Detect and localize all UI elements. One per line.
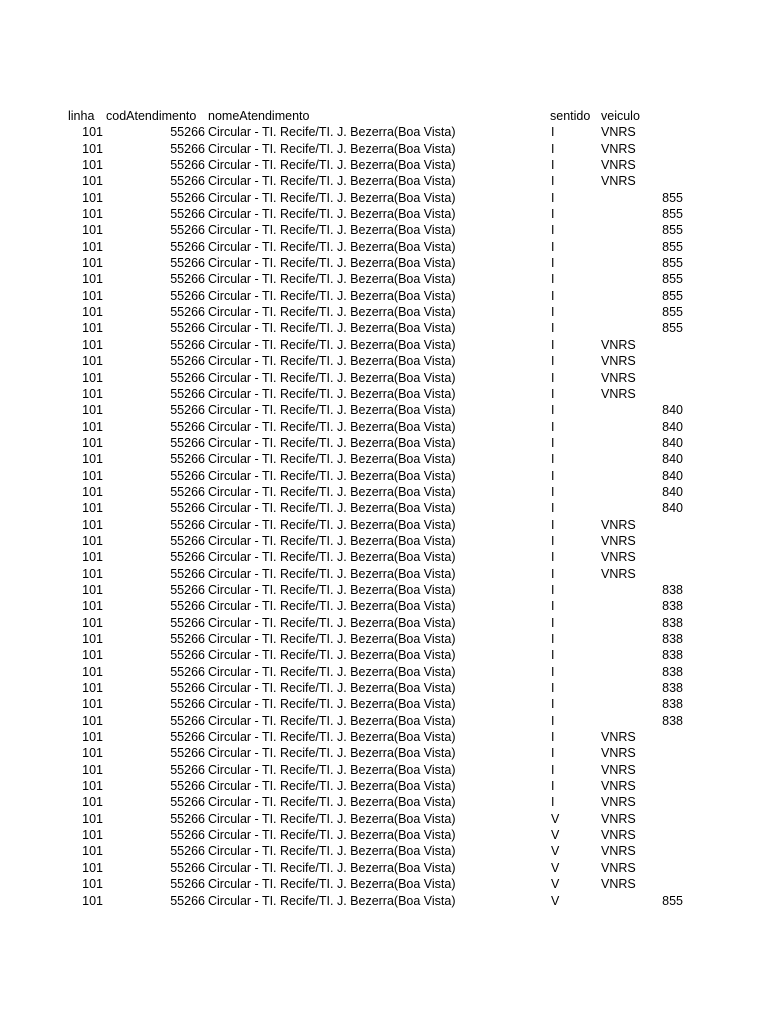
table-row — [0, 729, 768, 745]
cell-sentido: I — [551, 730, 555, 745]
cell-codatendimento: 55266 — [170, 615, 205, 630]
cell-nomeatendimento: Circular - TI. Recife/TI. J. Bezerra(Boa Vista) — [208, 288, 456, 303]
cell-nomeatendimento: Circular - TI. Recife/TI. J. Bezerra(Boa Vista) — [208, 877, 456, 892]
cell-nomeatendimento: Circular - TI. Recife/TI. J. Bezerra(Boa Vista) — [208, 730, 456, 745]
cell-linha: 101 — [82, 125, 103, 140]
table-body — [0, 124, 768, 909]
cell-codatendimento: 55266 — [170, 484, 205, 499]
cell-veiculo: VNRS — [601, 354, 636, 369]
table-row — [0, 876, 768, 892]
cell-linha: 101 — [82, 664, 103, 679]
cell-nomeatendimento: Circular - TI. Recife/TI. J. Bezerra(Boa Vista) — [208, 828, 456, 843]
cell-sentido: I — [551, 207, 555, 222]
table-row — [0, 778, 768, 794]
cell-linha: 101 — [82, 582, 103, 597]
cell-veiculo: 838 — [662, 664, 683, 679]
cell-linha: 101 — [82, 239, 103, 254]
cell-sentido: I — [551, 288, 555, 303]
cell-sentido: I — [551, 615, 555, 630]
cell-linha: 101 — [82, 844, 103, 859]
cell-veiculo: VNRS — [601, 533, 636, 548]
cell-sentido: I — [551, 321, 555, 336]
cell-nomeatendimento: Circular - TI. Recife/TI. J. Bezerra(Boa Vista) — [208, 664, 456, 679]
table-row — [0, 811, 768, 827]
cell-veiculo: VNRS — [601, 779, 636, 794]
table-row — [0, 893, 768, 909]
table-row — [0, 484, 768, 500]
cell-codatendimento: 55266 — [170, 256, 205, 271]
cell-nomeatendimento: Circular - TI. Recife/TI. J. Bezerra(Boa Vista) — [208, 272, 456, 287]
cell-sentido: V — [551, 893, 560, 908]
cell-codatendimento: 55266 — [170, 811, 205, 826]
cell-codatendimento: 55266 — [170, 337, 205, 352]
cell-sentido: I — [551, 239, 555, 254]
table-row — [0, 402, 768, 418]
cell-sentido: I — [551, 632, 555, 646]
cell-veiculo: 855 — [662, 190, 683, 205]
table-row — [0, 631, 768, 647]
table-row — [0, 271, 768, 287]
cell-linha: 101 — [82, 207, 103, 222]
cell-nomeatendimento: Circular - TI. Recife/TI. J. Bezerra(Boa Vista) — [208, 811, 456, 826]
cell-nomeatendimento: Circular - TI. Recife/TI. J. Bezerra(Boa Vista) — [208, 370, 456, 385]
cell-linha: 101 — [82, 158, 103, 173]
table-row — [0, 549, 768, 565]
cell-linha: 101 — [82, 190, 103, 205]
cell-codatendimento: 55266 — [170, 664, 205, 679]
cell-linha: 101 — [82, 484, 103, 499]
cell-linha: 101 — [82, 681, 103, 696]
cell-veiculo: 855 — [662, 272, 683, 287]
table-row — [0, 320, 768, 336]
table-row — [0, 745, 768, 761]
cell-linha: 101 — [82, 337, 103, 352]
cell-sentido: I — [551, 337, 555, 352]
cell-veiculo: 855 — [662, 256, 683, 271]
cell-codatendimento: 55266 — [170, 239, 205, 254]
cell-codatendimento: 55266 — [170, 599, 205, 614]
cell-nomeatendimento: Circular - TI. Recife/TI. J. Bezerra(Boa Vista) — [208, 681, 456, 696]
cell-linha: 101 — [82, 746, 103, 761]
cell-veiculo: 838 — [662, 681, 683, 696]
cell-sentido: I — [551, 190, 555, 205]
cell-codatendimento: 55266 — [170, 305, 205, 320]
cell-sentido: I — [551, 484, 555, 499]
cell-codatendimento: 55266 — [170, 272, 205, 287]
cell-sentido: V — [551, 877, 560, 892]
cell-nomeatendimento: Circular - TI. Recife/TI. J. Bezerra(Boa Vista) — [208, 632, 456, 646]
cell-veiculo: 840 — [662, 452, 683, 467]
cell-sentido: I — [551, 582, 555, 597]
cell-veiculo: 838 — [662, 713, 683, 728]
spreadsheet-table — [0, 108, 768, 909]
cell-linha: 101 — [82, 272, 103, 287]
cell-sentido: I — [551, 403, 555, 418]
table-row — [0, 680, 768, 696]
table-row — [0, 533, 768, 549]
table-row — [0, 353, 768, 369]
cell-codatendimento: 55266 — [170, 190, 205, 205]
cell-veiculo: VNRS — [601, 517, 636, 532]
cell-veiculo: VNRS — [601, 566, 636, 581]
cell-sentido: I — [551, 223, 555, 238]
cell-veiculo: VNRS — [601, 141, 636, 156]
table-row — [0, 288, 768, 304]
header-nomeatendimento: nomeAtendimento — [208, 109, 310, 123]
cell-sentido: I — [551, 599, 555, 614]
cell-veiculo: 855 — [662, 893, 683, 908]
cell-codatendimento: 55266 — [170, 697, 205, 712]
cell-codatendimento: 55266 — [170, 582, 205, 597]
cell-nomeatendimento: Circular - TI. Recife/TI. J. Bezerra(Boa Vista) — [208, 844, 456, 859]
cell-codatendimento: 55266 — [170, 713, 205, 728]
table-row — [0, 157, 768, 173]
cell-veiculo: VNRS — [601, 828, 636, 843]
table-row — [0, 860, 768, 876]
cell-veiculo: 840 — [662, 484, 683, 499]
table-row — [0, 843, 768, 859]
cell-sentido: I — [551, 533, 555, 548]
cell-nomeatendimento: Circular - TI. Recife/TI. J. Bezerra(Boa Vista) — [208, 337, 456, 352]
header-row — [0, 108, 768, 124]
cell-sentido: I — [551, 746, 555, 761]
table-row — [0, 517, 768, 533]
table-row — [0, 370, 768, 386]
cell-linha: 101 — [82, 403, 103, 418]
table-row — [0, 762, 768, 778]
cell-sentido: I — [551, 452, 555, 467]
table-row — [0, 141, 768, 157]
cell-veiculo: 838 — [662, 599, 683, 614]
cell-veiculo: VNRS — [601, 550, 636, 565]
table-row — [0, 337, 768, 353]
cell-codatendimento: 55266 — [170, 403, 205, 418]
cell-codatendimento: 55266 — [170, 207, 205, 222]
cell-nomeatendimento: Circular - TI. Recife/TI. J. Bezerra(Boa Vista) — [208, 174, 456, 189]
cell-linha: 101 — [82, 615, 103, 630]
cell-codatendimento: 55266 — [170, 844, 205, 859]
cell-nomeatendimento: Circular - TI. Recife/TI. J. Bezerra(Boa Vista) — [208, 484, 456, 499]
table-row — [0, 239, 768, 255]
cell-veiculo: 840 — [662, 468, 683, 483]
cell-nomeatendimento: Circular - TI. Recife/TI. J. Bezerra(Boa Vista) — [208, 190, 456, 205]
cell-nomeatendimento: Circular - TI. Recife/TI. J. Bezerra(Boa Vista) — [208, 566, 456, 581]
cell-codatendimento: 55266 — [170, 730, 205, 745]
cell-linha: 101 — [82, 860, 103, 875]
cell-codatendimento: 55266 — [170, 828, 205, 843]
table-row — [0, 468, 768, 484]
cell-veiculo: VNRS — [601, 125, 636, 140]
cell-sentido: I — [551, 305, 555, 320]
cell-sentido: I — [551, 272, 555, 287]
cell-linha: 101 — [82, 533, 103, 548]
cell-linha: 101 — [82, 697, 103, 712]
cell-linha: 101 — [82, 141, 103, 156]
cell-veiculo: VNRS — [601, 860, 636, 875]
cell-veiculo: VNRS — [601, 844, 636, 859]
cell-sentido: I — [551, 174, 555, 189]
table-row — [0, 500, 768, 516]
cell-veiculo: VNRS — [601, 746, 636, 761]
cell-codatendimento: 55266 — [170, 288, 205, 303]
cell-codatendimento: 55266 — [170, 779, 205, 794]
table-row — [0, 827, 768, 843]
cell-nomeatendimento: Circular - TI. Recife/TI. J. Bezerra(Boa Vista) — [208, 305, 456, 320]
cell-codatendimento: 55266 — [170, 223, 205, 238]
cell-codatendimento: 55266 — [170, 501, 205, 516]
table-row — [0, 173, 768, 189]
table-row — [0, 386, 768, 402]
cell-linha: 101 — [82, 828, 103, 843]
cell-linha: 101 — [82, 517, 103, 532]
cell-sentido: I — [551, 386, 555, 401]
cell-codatendimento: 55266 — [170, 762, 205, 777]
cell-sentido: V — [551, 844, 560, 859]
cell-codatendimento: 55266 — [170, 354, 205, 369]
cell-sentido: V — [551, 828, 560, 843]
cell-linha: 101 — [82, 795, 103, 810]
cell-nomeatendimento: Circular - TI. Recife/TI. J. Bezerra(Boa Vista) — [208, 713, 456, 728]
cell-codatendimento: 55266 — [170, 566, 205, 581]
table-row — [0, 222, 768, 238]
header-sentido: sentido — [550, 109, 591, 123]
cell-nomeatendimento: Circular - TI. Recife/TI. J. Bezerra(Boa Vista) — [208, 501, 456, 516]
cell-linha: 101 — [82, 877, 103, 892]
cell-veiculo: 838 — [662, 615, 683, 630]
cell-nomeatendimento: Circular - TI. Recife/TI. J. Bezerra(Boa Vista) — [208, 403, 456, 418]
cell-veiculo: VNRS — [601, 158, 636, 173]
cell-sentido: I — [551, 435, 555, 450]
cell-sentido: I — [551, 125, 555, 140]
table-row — [0, 647, 768, 663]
cell-sentido: V — [551, 811, 560, 826]
cell-nomeatendimento: Circular - TI. Recife/TI. J. Bezerra(Boa Vista) — [208, 419, 456, 434]
cell-codatendimento: 55266 — [170, 419, 205, 434]
cell-sentido: I — [551, 354, 555, 369]
cell-linha: 101 — [82, 501, 103, 516]
cell-nomeatendimento: Circular - TI. Recife/TI. J. Bezerra(Boa Vista) — [208, 762, 456, 777]
cell-veiculo: 838 — [662, 648, 683, 663]
cell-veiculo: 840 — [662, 419, 683, 434]
cell-nomeatendimento: Circular - TI. Recife/TI. J. Bezerra(Boa Vista) — [208, 435, 456, 450]
cell-veiculo: 855 — [662, 239, 683, 254]
cell-nomeatendimento: Circular - TI. Recife/TI. J. Bezerra(Boa Vista) — [208, 386, 456, 401]
cell-nomeatendimento: Circular - TI. Recife/TI. J. Bezerra(Boa Vista) — [208, 533, 456, 548]
cell-linha: 101 — [82, 468, 103, 483]
cell-sentido: I — [551, 550, 555, 565]
cell-veiculo: 838 — [662, 582, 683, 597]
cell-sentido: I — [551, 762, 555, 777]
cell-nomeatendimento: Circular - TI. Recife/TI. J. Bezerra(Boa Vista) — [208, 141, 456, 156]
cell-linha: 101 — [82, 223, 103, 238]
cell-veiculo: 855 — [662, 223, 683, 238]
table-row — [0, 582, 768, 598]
cell-codatendimento: 55266 — [170, 795, 205, 810]
cell-veiculo: 840 — [662, 403, 683, 418]
cell-nomeatendimento: Circular - TI. Recife/TI. J. Bezerra(Boa Vista) — [208, 125, 456, 140]
cell-codatendimento: 55266 — [170, 681, 205, 696]
cell-codatendimento: 55266 — [170, 125, 205, 140]
cell-codatendimento: 55266 — [170, 321, 205, 336]
cell-linha: 101 — [82, 730, 103, 745]
cell-sentido: I — [551, 256, 555, 271]
cell-veiculo: VNRS — [601, 386, 636, 401]
cell-nomeatendimento: Circular - TI. Recife/TI. J. Bezerra(Boa Vista) — [208, 256, 456, 271]
table-row — [0, 598, 768, 614]
cell-codatendimento: 55266 — [170, 893, 205, 908]
cell-linha: 101 — [82, 174, 103, 189]
table-row — [0, 206, 768, 222]
cell-linha: 101 — [82, 288, 103, 303]
cell-sentido: I — [551, 141, 555, 156]
table-row — [0, 615, 768, 631]
cell-linha: 101 — [82, 452, 103, 467]
cell-nomeatendimento: Circular - TI. Recife/TI. J. Bezerra(Boa Vista) — [208, 354, 456, 369]
cell-nomeatendimento: Circular - TI. Recife/TI. J. Bezerra(Boa Vista) — [208, 860, 456, 875]
cell-codatendimento: 55266 — [170, 141, 205, 156]
header-veiculo: veiculo — [601, 109, 640, 123]
cell-sentido: I — [551, 468, 555, 483]
cell-nomeatendimento: Circular - TI. Recife/TI. J. Bezerra(Boa Vista) — [208, 468, 456, 483]
cell-codatendimento: 55266 — [170, 648, 205, 663]
cell-veiculo: 855 — [662, 288, 683, 303]
cell-veiculo: 855 — [662, 305, 683, 320]
cell-linha: 101 — [82, 893, 103, 908]
cell-nomeatendimento: Circular - TI. Recife/TI. J. Bezerra(Boa Vista) — [208, 648, 456, 663]
table-row — [0, 664, 768, 680]
cell-nomeatendimento: Circular - TI. Recife/TI. J. Bezerra(Boa Vista) — [208, 239, 456, 254]
cell-linha: 101 — [82, 713, 103, 728]
table-row — [0, 124, 768, 140]
table-row — [0, 713, 768, 729]
table-row — [0, 304, 768, 320]
cell-nomeatendimento: Circular - TI. Recife/TI. J. Bezerra(Boa Vista) — [208, 599, 456, 614]
cell-codatendimento: 55266 — [170, 632, 205, 646]
cell-nomeatendimento: Circular - TI. Recife/TI. J. Bezerra(Boa Vista) — [208, 893, 456, 908]
cell-nomeatendimento: Circular - TI. Recife/TI. J. Bezerra(Boa Vista) — [208, 795, 456, 810]
cell-veiculo: 840 — [662, 501, 683, 516]
cell-linha: 101 — [82, 386, 103, 401]
cell-veiculo: VNRS — [601, 877, 636, 892]
cell-linha: 101 — [82, 779, 103, 794]
cell-linha: 101 — [82, 599, 103, 614]
cell-linha: 101 — [82, 811, 103, 826]
cell-veiculo: 840 — [662, 435, 683, 450]
cell-sentido: I — [551, 566, 555, 581]
cell-linha: 101 — [82, 762, 103, 777]
cell-sentido: I — [551, 713, 555, 728]
cell-nomeatendimento: Circular - TI. Recife/TI. J. Bezerra(Boa Vista) — [208, 321, 456, 336]
cell-sentido: V — [551, 860, 560, 875]
cell-veiculo: VNRS — [601, 811, 636, 826]
cell-linha: 101 — [82, 550, 103, 565]
cell-nomeatendimento: Circular - TI. Recife/TI. J. Bezerra(Boa Vista) — [208, 223, 456, 238]
cell-codatendimento: 55266 — [170, 386, 205, 401]
table-row — [0, 435, 768, 451]
table-row — [0, 696, 768, 712]
cell-linha: 101 — [82, 648, 103, 663]
cell-sentido: I — [551, 795, 555, 810]
cell-sentido: I — [551, 158, 555, 173]
cell-codatendimento: 55266 — [170, 158, 205, 173]
cell-linha: 101 — [82, 370, 103, 385]
cell-linha: 101 — [82, 354, 103, 369]
header-linha: linha — [68, 109, 95, 123]
cell-nomeatendimento: Circular - TI. Recife/TI. J. Bezerra(Boa Vista) — [208, 452, 456, 467]
cell-codatendimento: 55266 — [170, 468, 205, 483]
cell-veiculo: VNRS — [601, 762, 636, 777]
cell-linha: 101 — [82, 566, 103, 581]
cell-linha: 101 — [82, 321, 103, 336]
cell-nomeatendimento: Circular - TI. Recife/TI. J. Bezerra(Boa Vista) — [208, 517, 456, 532]
cell-sentido: I — [551, 681, 555, 696]
cell-codatendimento: 55266 — [170, 452, 205, 467]
cell-linha: 101 — [82, 256, 103, 271]
cell-sentido: I — [551, 664, 555, 679]
cell-veiculo: VNRS — [601, 370, 636, 385]
cell-linha: 101 — [82, 305, 103, 320]
cell-codatendimento: 55266 — [170, 860, 205, 875]
table-row — [0, 794, 768, 810]
cell-sentido: I — [551, 370, 555, 385]
cell-nomeatendimento: Circular - TI. Recife/TI. J. Bezerra(Boa Vista) — [208, 582, 456, 597]
cell-nomeatendimento: Circular - TI. Recife/TI. J. Bezerra(Boa Vista) — [208, 697, 456, 712]
cell-codatendimento: 55266 — [170, 435, 205, 450]
cell-veiculo: VNRS — [601, 174, 636, 189]
cell-sentido: I — [551, 697, 555, 712]
cell-linha: 101 — [82, 632, 103, 646]
table-row — [0, 566, 768, 582]
cell-codatendimento: 55266 — [170, 517, 205, 532]
cell-nomeatendimento: Circular - TI. Recife/TI. J. Bezerra(Boa Vista) — [208, 158, 456, 173]
cell-codatendimento: 55266 — [170, 550, 205, 565]
cell-nomeatendimento: Circular - TI. Recife/TI. J. Bezerra(Boa Vista) — [208, 615, 456, 630]
cell-veiculo: VNRS — [601, 730, 636, 745]
cell-nomeatendimento: Circular - TI. Recife/TI. J. Bezerra(Boa Vista) — [208, 746, 456, 761]
cell-veiculo: 838 — [662, 697, 683, 712]
cell-sentido: I — [551, 419, 555, 434]
table-row — [0, 255, 768, 271]
table-row — [0, 419, 768, 435]
cell-sentido: I — [551, 779, 555, 794]
cell-veiculo: 855 — [662, 207, 683, 222]
cell-veiculo: 838 — [662, 632, 683, 646]
cell-codatendimento: 55266 — [170, 877, 205, 892]
cell-codatendimento: 55266 — [170, 174, 205, 189]
cell-codatendimento: 55266 — [170, 746, 205, 761]
cell-sentido: I — [551, 648, 555, 663]
table-row — [0, 451, 768, 467]
cell-codatendimento: 55266 — [170, 533, 205, 548]
cell-codatendimento: 55266 — [170, 370, 205, 385]
cell-linha: 101 — [82, 435, 103, 450]
cell-sentido: I — [551, 517, 555, 532]
cell-sentido: I — [551, 501, 555, 516]
cell-nomeatendimento: Circular - TI. Recife/TI. J. Bezerra(Boa Vista) — [208, 779, 456, 794]
cell-nomeatendimento: Circular - TI. Recife/TI. J. Bezerra(Boa Vista) — [208, 550, 456, 565]
cell-nomeatendimento: Circular - TI. Recife/TI. J. Bezerra(Boa Vista) — [208, 207, 456, 222]
cell-veiculo: VNRS — [601, 337, 636, 352]
table-row — [0, 190, 768, 206]
cell-veiculo: 855 — [662, 321, 683, 336]
cell-veiculo: VNRS — [601, 795, 636, 810]
cell-linha: 101 — [82, 419, 103, 434]
header-codatendimento: codAtendimento — [106, 109, 197, 123]
